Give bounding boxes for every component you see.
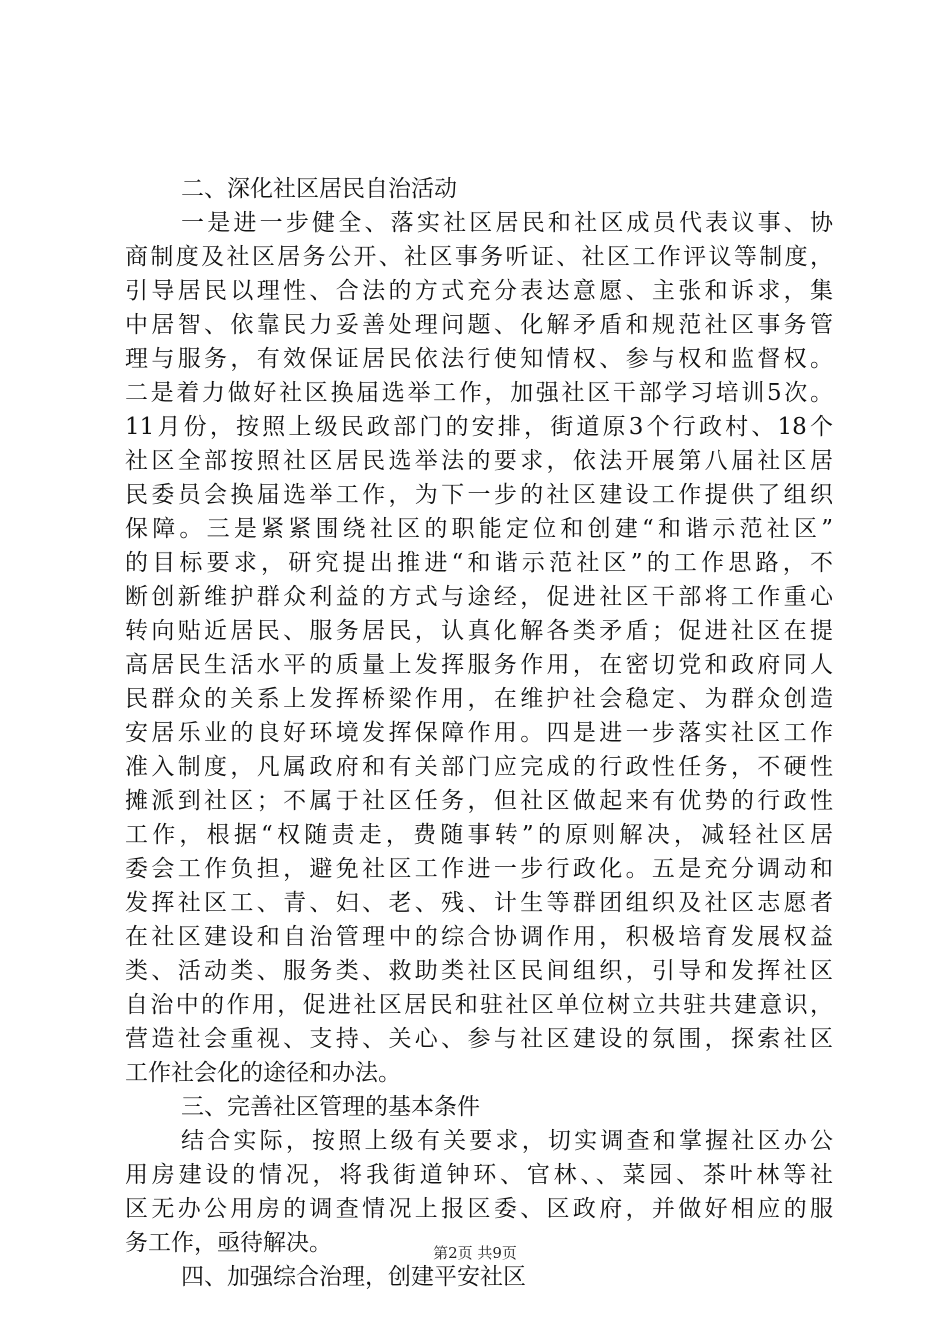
page-footer: 第2页 共9页 (433, 1244, 517, 1262)
paragraph-line: 商制度及社区居务公开、社区事务听证、社区工作评议等制度， (125, 244, 833, 270)
paragraph-line: 用房建设的情况，将我街道钟环、官林、、菜园、茶叶林等社 (125, 1162, 833, 1188)
paragraph-line: 发挥社区工、青、妇、老、残、计生等群团组织及社区志愿者 (125, 890, 833, 916)
paragraph-line: 营造社会重视、支持、关心、参与社区建设的氛围，探索社区 (125, 1026, 833, 1052)
paragraph-line: 社区全部按照社区居民选举法的要求，依法开展第八届社区居 (125, 448, 833, 474)
paragraph-line: 类、活动类、服务类、救助类社区民间组织，引导和发挥社区 (125, 958, 833, 984)
paragraph-line: 工作，根据“权随责走，费随事转”的原则解决，减轻社区居 (125, 822, 833, 848)
paragraph-line: 断创新维护群众利益的方式与途经，促进社区干部将工作重心 (125, 584, 833, 610)
paragraph-line: 民群众的关系上发挥桥梁作用，在维护社会稳定、为群众创造 (125, 686, 833, 712)
paragraph-line: 的目标要求，研究提出推进“和谐示范社区”的工作思路，不 (125, 550, 833, 576)
document-body (125, 172, 833, 1294)
paragraph-line: 引导居民以理性、合法的方式充分表达意愿、主张和诉求，集 (125, 278, 833, 304)
paragraph-line: 区无办公用房的调查情况上报区委、区政府，并做好相应的服 (125, 1196, 833, 1222)
paragraph-line: 工作社会化的途径和办法。 (125, 1060, 401, 1086)
paragraph-first-line: 一是进一步健全、落实社区居民和社区成员代表议事、协 (181, 210, 833, 236)
paragraph-line: 委会工作负担，避免社区工作进一步行政化。五是充分调动和 (125, 856, 833, 882)
paragraph-line: 中居智、依靠民力妥善处理问题、化解矛盾和规范社区事务管 (125, 312, 833, 338)
paragraph-line: 摊派到社区；不属于社区任务，但社区做起来有优势的行政性 (125, 788, 833, 814)
paragraph-line: 保障。三是紧紧围绕社区的职能定位和创建“和谐示范社区” (125, 516, 833, 542)
paragraph-first-line: 三、完善社区管理的基本条件 (181, 1094, 480, 1120)
paragraph-line: 理与服务，有效保证居民依法行使知情权、参与权和监督权。 (125, 346, 833, 372)
paragraph-line: 务工作，亟待解决。 (125, 1230, 332, 1256)
paragraph-line: 二是着力做好社区换届选举工作，加强社区干部学习培训5次。 (125, 380, 833, 406)
paragraph-line: 自治中的作用，促进社区居民和驻社区单位树立共驻共建意识， (125, 992, 833, 1018)
paragraph-line: 11月份，按照上级民政部门的安排，街道原3个行政村、18个 (125, 414, 833, 440)
paragraph-line: 民委员会换届选举工作，为下一步的社区建设工作提供了组织 (125, 482, 833, 508)
paragraph-line: 转向贴近居民、服务居民，认真化解各类矛盾；促进社区在提 (125, 618, 833, 644)
paragraph-line: 在社区建设和自治管理中的综合协调作用，积极培育发展权益 (125, 924, 833, 950)
paragraph-first-line: 二、深化社区居民自治活动 (181, 176, 457, 202)
paragraph-line: 准入制度，凡属政府和有关部门应完成的行政性任务，不硬性 (125, 754, 833, 780)
paragraph-line: 高居民生活水平的质量上发挥服务作用，在密切党和政府同人 (125, 652, 833, 678)
paragraph-first-line: 四、加强综合治理，创建平安社区 (181, 1264, 526, 1290)
paragraph-line: 安居乐业的良好环境发挥保障作用。四是进一步落实社区工作 (125, 720, 833, 746)
paragraph-first-line: 结合实际，按照上级有关要求，切实调查和掌握社区办公 (181, 1128, 833, 1154)
